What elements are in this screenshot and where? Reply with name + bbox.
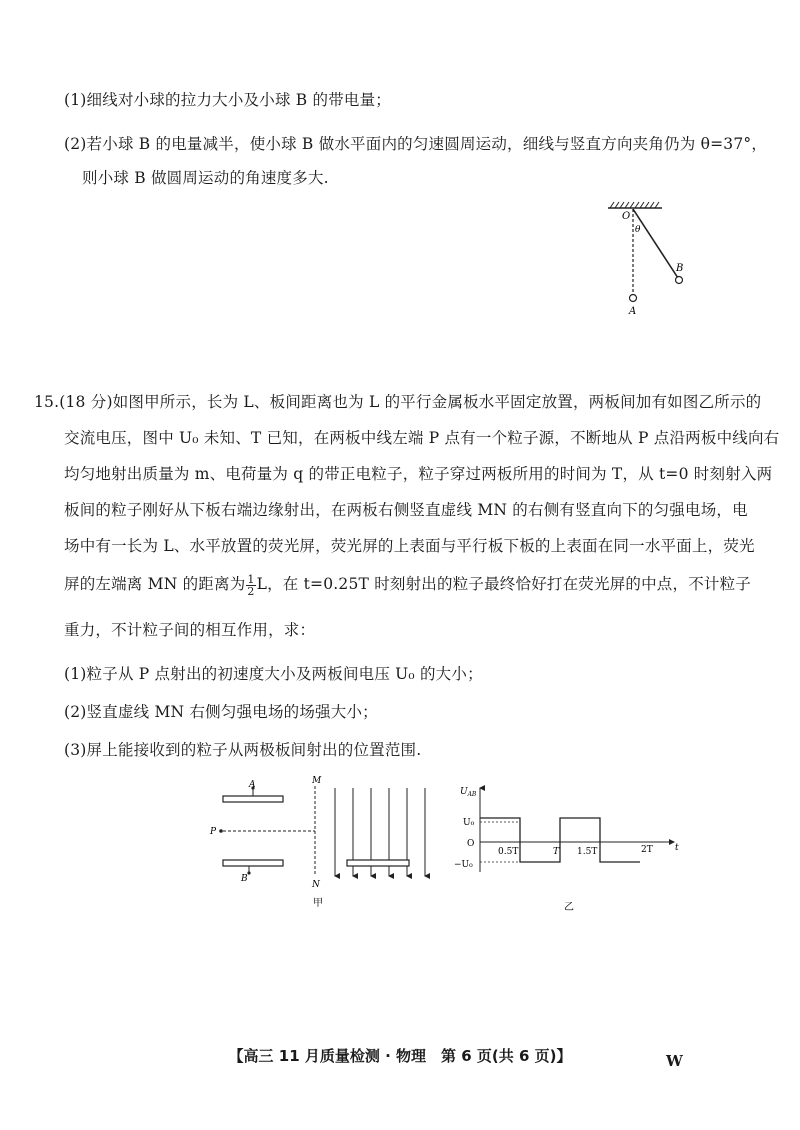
q15-line-3: 均匀地射出质量为 m、电荷量为 q 的带正电粒子，粒子穿过两板所用的时间为 T，从 t=0 时刻射入两 (64, 465, 773, 483)
y-axis-label: $U_{AB}$ (460, 787, 477, 798)
tick-t: T (553, 847, 560, 857)
tick-1-5t: 1.5T (577, 847, 598, 857)
page-footer: 【高三 11 月质量检测 · 物理 第 6 页(共 6 页)】 (228, 1047, 572, 1065)
q15-line-6 (64, 572, 751, 597)
q15-sub2: (2)竖直虚线 MN 右侧匀强电场的场强大小； (64, 703, 378, 721)
label-m: M (312, 776, 322, 786)
q14-part1: (1)细线对小球的拉力大小及小球 B 的带电量； (64, 91, 392, 109)
q15-line-6-after: L，在 t=0.25T 时刻射出的粒子最终恰好打在荧光屏的中点，不计粒子 (256, 575, 752, 593)
origin-label: O (467, 839, 475, 849)
tick-2t: 2T (641, 845, 653, 855)
label-b: B (676, 263, 684, 274)
q15-line-7: 重力，不计粒子间的相互作用，求： (64, 621, 316, 639)
tick-0-5t: 0.5T (498, 847, 519, 857)
ceiling-hatch (608, 202, 662, 208)
terminal-b-dot (247, 871, 250, 874)
label-n: N (312, 880, 320, 890)
upper-plate (223, 796, 283, 802)
q15-line-4: 板间的粒子刚好从下板右端边缘射出，在两板右侧竖直虚线 MN 的右侧有竖直向下的匀强电场，电 (64, 501, 748, 519)
fraction-one-half (246, 574, 255, 597)
corner-mark: W (666, 1052, 683, 1070)
label-p: P (210, 827, 217, 837)
q15-line-1: 15.(18 分)如图甲所示，长为 L、板间距离也为 L 的平行金属板水平固定放置，两板间加有如图乙所示的 (34, 393, 762, 411)
label-o: O (622, 211, 631, 222)
q14-part2-line1: (2)若小球 B 的电量减半，使小球 B 做水平面内的匀速圆周运动，细线与竖直方向夹角仍为 θ=37°， (64, 135, 768, 153)
t-axis-label: t (675, 843, 679, 853)
particle-source-p (219, 829, 223, 833)
fluorescent-screen (347, 860, 409, 866)
string-line (633, 209, 678, 278)
fraction-numerator: 1 (247, 572, 255, 586)
lower-plate (223, 860, 283, 866)
q14-part2-line2: 则小球 B 做圆周运动的角速度多大. (82, 169, 329, 187)
u0-label: U₀ (463, 818, 475, 828)
label-a: A (249, 780, 256, 790)
label-b: B (241, 874, 248, 884)
label-a: A (629, 306, 637, 317)
figure-yi (452, 778, 692, 918)
ball-a (630, 295, 637, 302)
figure-jia (205, 772, 445, 912)
q15-sub3: (3)屏上能接收到的粒子从两极板间射出的位置范围. (64, 741, 422, 759)
neg-u0-label: −U₀ (454, 860, 473, 870)
q15-line-2: 交流电压，图中 U₀ 未知、T 已知，在两板中线左端 P 点有一个粒子源，不断地从 P 点沿两板中线向右 (64, 429, 780, 447)
label-theta: θ (635, 225, 641, 235)
caption-jia: 甲 (313, 898, 323, 909)
pendulum-figure (600, 200, 700, 320)
q15-line-6-before: 屏的左端离 MN 的距离为 (64, 575, 246, 593)
q15-sub1: (1)粒子从 P 点射出的初速度大小及两板间电压 U₀ 的大小； (64, 665, 483, 683)
q15-line-5: 场中有一长为 L、水平放置的荧光屏，荧光屏的上表面与平行板下板的上表面在同一水平面上，荧光 (64, 537, 755, 555)
caption-yi: 乙 (564, 902, 574, 913)
ball-b (676, 277, 683, 284)
fraction-denominator: 2 (247, 584, 255, 598)
